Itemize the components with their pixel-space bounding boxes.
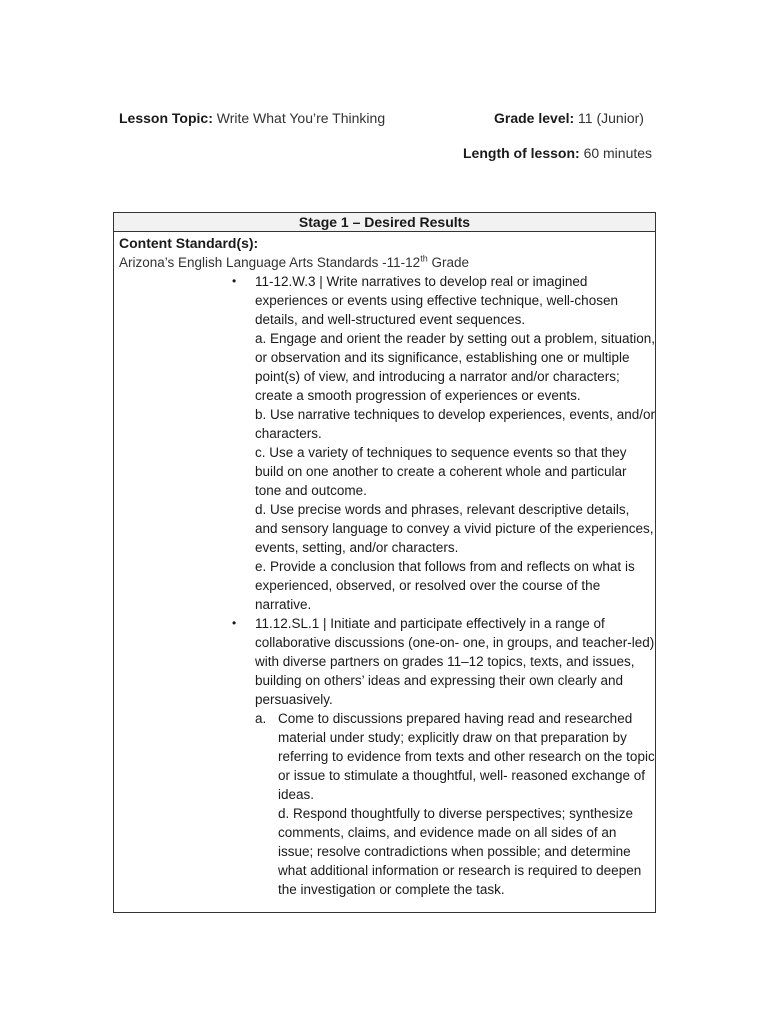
standard-sl1-sublist <box>255 709 655 899</box>
standard-w3-c: c. Use a variety of techniques to sequence events so that they build on one another to create a coherent whole and particular tone and outcome. <box>255 445 627 498</box>
standard-w3-e: e. Provide a conclusion that follows from and reflects on what is experienced, observed, or resolved over the course of the narrative. <box>255 559 635 612</box>
sub-marker-a: a. <box>255 711 267 726</box>
standard-w3-intro: 11-12.W.3 | Write narratives to develop real or imagined experiences or events using effective technique, well-chosen details, and well-structured event sequences. <box>255 274 618 327</box>
lesson-topic-label: Lesson Topic: <box>119 110 213 126</box>
standard-sl1-a: Come to discussions prepared having read and researched material under study; explicitly draw on that preparation by referring to evidence from texts and other research on the topic or issue to stimulate a thoughtful, well- reasoned exchange of ideas. <box>278 711 655 802</box>
content-standards-cell <box>114 232 655 899</box>
lesson-length-label: Length of lesson: <box>463 145 580 161</box>
standard-w3-a: a. Engage and orient the reader by setting out a problem, situation, or observation and its significance, establishing one or multiple point(s) of view, and introducing a narrator and/or characters; create a smooth progression of experiences or events. <box>255 331 656 403</box>
standards-list <box>119 272 656 899</box>
standards-source <box>119 253 650 272</box>
stage1-table <box>113 212 656 913</box>
standards-source-sup: th <box>420 253 428 264</box>
grade-level-label: Grade level: <box>494 110 575 126</box>
lesson-length <box>463 145 652 161</box>
list-item <box>119 272 655 614</box>
bullet-icon: • <box>232 274 237 288</box>
list-item <box>255 709 655 899</box>
standards-source-prefix: Arizona’s English Language Arts Standards -11-12 <box>119 255 421 270</box>
standards-source-suffix: Grade <box>427 255 469 270</box>
standard-w3-b: b. Use narrative techniques to develop experiences, events, and/or characters. <box>255 407 655 441</box>
grade-level <box>494 110 644 126</box>
grade-level-value: 11 (Junior) <box>578 110 644 126</box>
lesson-topic <box>119 110 385 126</box>
standard-sl1-d: d. Respond thoughtfully to diverse perspectives; synthesize comments, claims, and evidence made on all sides of an issue; resolve contradictions when possible; and determine what additional information or research is required to deepen the investigation or complete the task. <box>278 806 642 897</box>
content-standards-heading: Content Standard(s): <box>119 235 259 251</box>
lesson-length-value: 60 minutes <box>583 145 653 161</box>
stage1-title: Stage 1 – Desired Results <box>114 213 655 232</box>
bullet-icon: • <box>232 616 237 630</box>
lesson-topic-value: Write What You’re Thinking <box>216 110 386 126</box>
standard-w3-d: d. Use precise words and phrases, relevant descriptive details, and sensory language to convey a vivid picture of the experiences, events, setting, and/or characters. <box>255 502 654 555</box>
standard-sl1-intro: 11.12.SL.1 | Initiate and participate effectively in a range of collaborative discussions (one-on- one, in groups, and teacher-led) with diverse partners on grades 11–12 topics, texts, and issues, building on others’ ideas and expressing their own clearly and persuasively. <box>255 616 655 707</box>
list-item <box>119 614 655 899</box>
